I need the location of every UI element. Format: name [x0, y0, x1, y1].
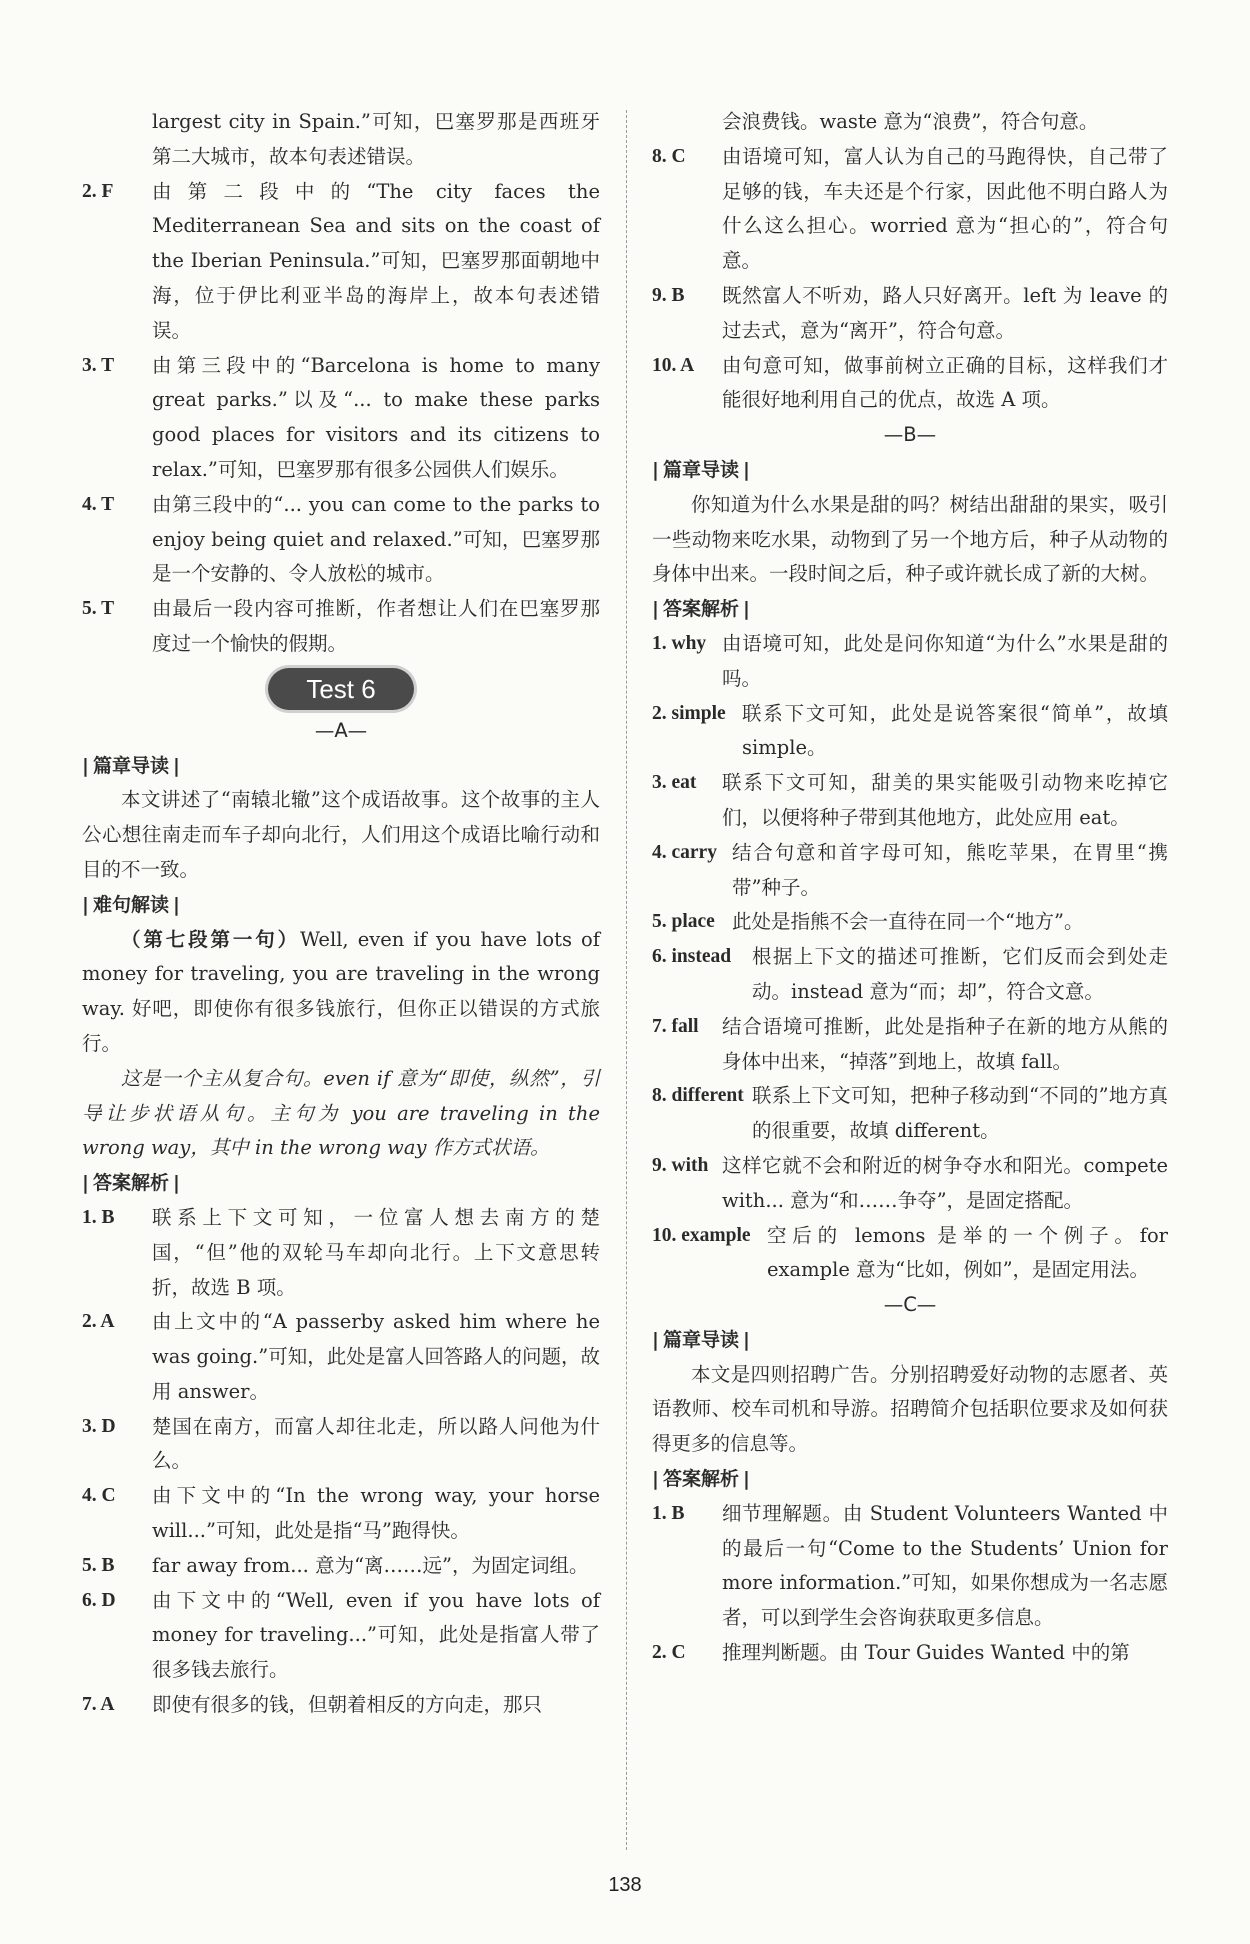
answer-number: 7. fall	[652, 1015, 699, 1037]
answer-item	[652, 1497, 1168, 1636]
answer-item	[82, 1584, 600, 1688]
answer-text: far away from... 意为“离……远”，为固定词组。	[152, 1553, 589, 1577]
answer-number: 8. different	[652, 1085, 744, 1107]
answer-item	[82, 1305, 600, 1409]
answer-item	[652, 1079, 1168, 1149]
answer-number: 4. T	[82, 493, 115, 515]
answer-item	[652, 1149, 1168, 1219]
section-c-label: —C—	[883, 1293, 937, 1317]
answer-text: 此处是指熊不会一直待在同一个“地方”。	[732, 910, 1084, 934]
page-number: 138	[608, 1874, 642, 1896]
answer-heading: | 答案解析 |	[652, 1462, 1168, 1497]
answer-text: 由句意可知，做事前树立正确的目标，这样我们才能很好地利用自己的优点，故选 A 项。	[722, 353, 1168, 412]
answer-number: 7. A	[82, 1694, 115, 1716]
answer-item	[652, 627, 1168, 697]
answer-number: 10. A	[652, 354, 695, 376]
answer-number: 8. C	[652, 145, 686, 167]
section-b-label: —B—	[883, 423, 937, 447]
answer-number: 3. T	[82, 354, 115, 376]
answer-number: 6. instead	[652, 946, 732, 968]
answer-item	[652, 697, 1168, 767]
answer-text: 联系上下文可知，把种子移动到“不同的”地方真的很重要，故填 different。	[752, 1084, 1168, 1143]
answer-number: 2. A	[82, 1311, 115, 1333]
answer-text: 由第三段中的“Barcelona is home to many great parks.”以及“... to make these parks good places for visitors and its citizens to relax.”可知，巴塞罗那有很多公园供人们娱乐。	[152, 353, 600, 481]
guide-heading: | 篇章导读 |	[652, 1323, 1168, 1358]
answer-text: 即使有很多的钱，但朝着相反的方向走，那只	[152, 1693, 543, 1717]
hard-sentence	[82, 923, 600, 1062]
answer-item	[82, 592, 600, 662]
answer-text: 由语境可知，此处是问你知道“为什么”水果是甜的吗。	[722, 631, 1168, 690]
answer-item	[82, 349, 600, 488]
answer-number: 4. carry	[652, 841, 717, 863]
answer-item	[652, 766, 1168, 836]
answer-text: 由最后一段内容可推断，作者想让人们在巴塞罗那度过一个愉快的假期。	[152, 597, 600, 655]
answer-number: 3. D	[82, 1415, 116, 1437]
answer-text: 根据上下文的描述可推断，它们反而会到处走动。instead 意为“而；却”，符合文意。	[752, 945, 1168, 1003]
answer-text: 由第二段中的“The city faces the Mediterranean Sea and sits on the coast of the Iberian Peninsula.”可知，巴塞罗那面朝地中海，位于伊比利亚半岛的海岸上，故本句表述错误。	[152, 179, 600, 342]
answer-item	[652, 940, 1168, 1010]
hard-sentence-text: Well, even if you have lots of money for traveling, you are traveling in the wrong way. 好吧，即使你有很多钱旅行，但你正以错误的方式旅行。	[82, 927, 600, 1055]
answer-text: 结合句意和首字母可知，熊吃苹果，在胃里“携带”种子。	[732, 840, 1168, 899]
answer-text: 由上文中的“A passerby asked him where he was going.”可知，此处是富人回答路人的问题，故用 answer。	[152, 1310, 600, 1403]
answer-number: 4. C	[82, 1485, 116, 1507]
answer-number: 2. simple	[652, 702, 726, 724]
answer-text: 这样它就不会和附近的树争夺水和阳光。compete with... 意为“和……争夺”，是固定搭配。	[722, 1153, 1168, 1212]
answer-item	[652, 905, 1168, 940]
right-column	[652, 105, 1168, 1671]
answer-text: 由第三段中的“... you can come to the parks to enjoy being quiet and relaxed.”可知，巴塞罗那是一个安静的、令人放松的城市。	[152, 492, 600, 586]
answer-heading: | 答案解析 |	[82, 1166, 600, 1201]
answer-item	[652, 349, 1168, 419]
left-column	[82, 105, 600, 1723]
answer-number: 1. why	[652, 632, 707, 654]
answer-number: 1. B	[82, 1206, 115, 1228]
answer-number: 2. F	[82, 180, 114, 202]
answer-number: 9. with	[652, 1154, 709, 1176]
answer-number: 6. D	[82, 1589, 116, 1611]
guide-text: 本文讲述了“南辕北辙”这个成语故事。这个故事的主人公心想往南走而车子却向北行，人们用这个成语比喻行动和目的不一致。	[82, 788, 600, 881]
answer-number: 3. eat	[652, 772, 697, 794]
answer-item	[82, 1410, 600, 1480]
answer-text: 结合语境可推断，此处是指种子在新的地方从熊的身体中出来，“掉落”到地上，故填 fall。	[722, 1014, 1168, 1073]
hard-sentence-note: 这是一个主从复合句。even if 意为“即使，纵然”，引导让步状语从句。主句为 you are traveling in the wrong way，其中 in the wrong way 作方式状语。	[82, 1066, 600, 1160]
answer-text: 楚国在南方，而富人却往北走，所以路人问他为什么。	[152, 1414, 600, 1473]
answer-item	[82, 1479, 600, 1549]
answer-text: 既然富人不听劝，路人只好离开。left 为 leave 的过去式，意为“离开”，符合句意。	[722, 283, 1168, 342]
answer-text: 由下文中的“Well, even if you have lots of money for traveling...”可知，此处是指富人带了很多钱去旅行。	[152, 1588, 600, 1682]
answer-item	[652, 279, 1168, 349]
section-a-label: —A—	[314, 718, 368, 742]
answer-item	[82, 1549, 600, 1584]
continued-answer-7: 会浪费钱。waste 意为“浪费”，符合句意。	[722, 110, 1099, 133]
answer-item	[652, 1010, 1168, 1080]
hard-sentence-label: （第七段第一句）	[121, 927, 300, 951]
answer-text: 联系上下文可知，一位富人想去南方的楚国，“但”他的双轮马车却向北行。上下文意思转折，故选 B 项。	[152, 1205, 600, 1299]
continued-answer-1: largest city in Spain.”可知，巴塞罗那是西班牙第二大城市，故本句表述错误。	[152, 110, 600, 168]
answer-text: 联系下文可知，此处是说答案很“简单”，故填 simple。	[742, 701, 1168, 760]
answer-text: 细节理解题。由 Student Volunteers Wanted 中的最后一句“Come to the Students’ Union for more information.”可知，如果你想成为一名志愿者，可以到学生会咨询获取更多信息。	[722, 1501, 1168, 1630]
answer-text: 空后的 lemons 是举的一个例子。for example 意为“比如，例如”，是固定用法。	[767, 1223, 1168, 1282]
answer-item	[652, 836, 1168, 906]
answer-item	[82, 175, 600, 349]
answer-number: 9. B	[652, 284, 685, 306]
answer-item	[82, 1201, 600, 1305]
answer-item	[652, 1636, 1168, 1671]
test-badge: Test 6	[268, 668, 413, 710]
answer-text: 由下文中的“In the wrong way, your horse will...”可知，此处是指“马”跑得快。	[152, 1484, 600, 1543]
hard-sentence-heading: | 难句解读 |	[82, 888, 600, 923]
answer-text: 由语境可知，富人认为自己的马跑得快，自己带了足够的钱，车夫还是个行家，因此他不明白路人为什么这么担心。worried 意为“担心的”，符合句意。	[722, 144, 1168, 273]
answer-number: 5. place	[652, 911, 715, 933]
test-badge-wrap	[82, 668, 600, 710]
answer-number: 5. B	[82, 1554, 115, 1576]
column-divider	[626, 110, 627, 1850]
answer-number: 1. B	[652, 1502, 685, 1524]
guide-heading: | 篇章导读 |	[82, 749, 600, 784]
guide-heading: | 篇章导读 |	[652, 453, 1168, 488]
answer-heading: | 答案解析 |	[652, 592, 1168, 627]
guide-text: 你知道为什么水果是甜的吗？树结出甜甜的果实，吸引一些动物来吃水果，动物到了另一个地方后，种子从动物的身体中出来。一段时间之后，种子或许就长成了新的大树。	[652, 492, 1168, 586]
answer-text: 联系下文可知，甜美的果实能吸引动物来吃掉它们，以便将种子带到其他地方，此处应用 eat。	[722, 771, 1168, 829]
answer-number: 10. example	[652, 1224, 751, 1246]
answer-number: 5. T	[82, 598, 115, 620]
answer-item	[652, 1219, 1168, 1289]
answer-text: 推理判断题。由 Tour Guides Wanted 中的第	[722, 1641, 1130, 1665]
answer-number: 2. C	[652, 1642, 686, 1664]
answer-item	[652, 140, 1168, 279]
answer-item	[82, 488, 600, 592]
guide-text: 本文是四则招聘广告。分别招聘爱好动物的志愿者、英语教师、校车司机和导游。招聘简介包括职位要求及如何获得更多的信息等。	[652, 1362, 1168, 1456]
answer-item	[82, 1688, 600, 1723]
